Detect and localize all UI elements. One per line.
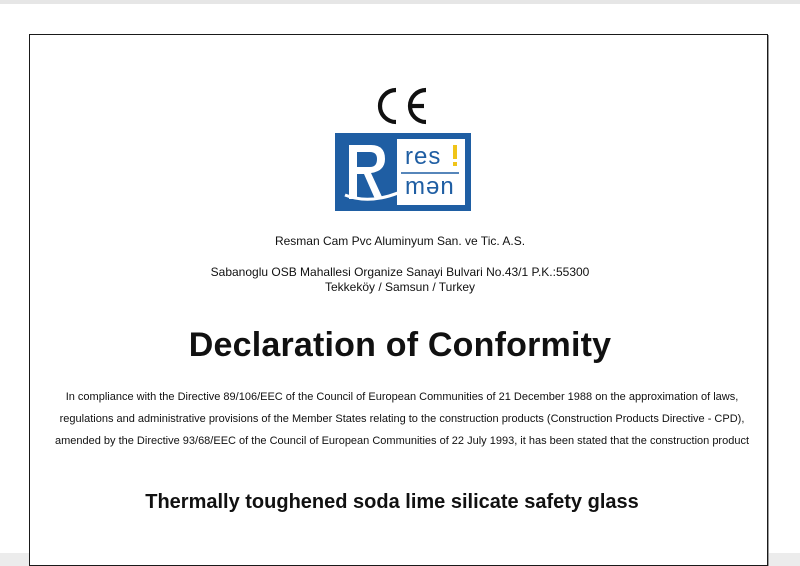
- company-address-line2: Tekkeköy / Samsun / Turkey: [324, 280, 476, 294]
- document-title: Declaration of Conformity: [188, 326, 612, 364]
- resman-logo: [335, 133, 471, 211]
- company-name: Resman Cam Pvc Aluminyum San. ve Tic. A.S.: [274, 234, 526, 248]
- compliance-paragraph: In compliance with the Directive 89/106/EEC of the Council of European Communities of 21 December 1988 on the approximation of laws, regulations and administrative provisions of the Member States relating to the construction products (Construction Products Directive - CPD), amended by the Directive 93/68/EEC of the Council of European Communities of 22 July 1993, it has been stated that the construction product: [54, 391, 750, 447]
- ce-mark-icon: [370, 84, 430, 128]
- company-address-line1: Sabanoglu OSB Mahallesi Organize Sanayi Bulvari No.43/1 P.K.:55300: [210, 265, 590, 279]
- scrollbar-track[interactable]: [0, 0, 800, 4]
- product-name: Thermally toughened soda lime silicate safety glass: [145, 491, 639, 513]
- logo-text-top: res: [405, 143, 442, 170]
- logo-text-bottom: mən: [405, 173, 455, 200]
